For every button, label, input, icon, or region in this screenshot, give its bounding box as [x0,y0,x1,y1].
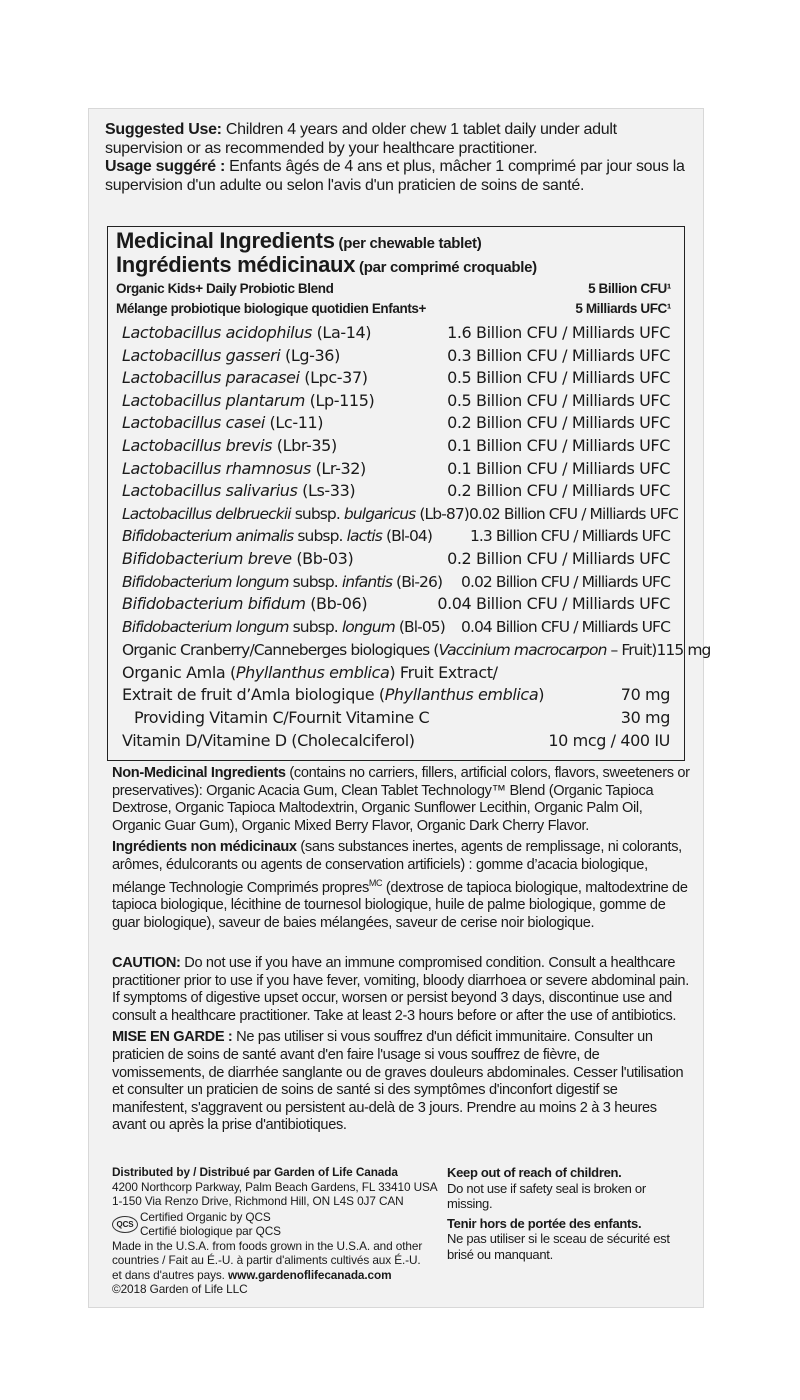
vitamin-c-row: Providing Vitamin C/Fournit Vitamine C 30 mg [134,708,670,727]
made-in-line-3: et dans d'autres pays. www.gardenoflifecanada.com [112,1267,392,1282]
distributor-block [112,1165,442,1297]
strain-amount: 0.04 Billion CFU / Milliards UFC [460,617,670,636]
qcs-logo-icon: QCS [112,1216,138,1233]
certification [112,1210,442,1239]
keep-out-en: Keep out of reach of children. [447,1165,622,1180]
strain-row: Lactobacillus casei (Lc-11) 0.2 Billion CFU / Milliards UFC [122,413,670,433]
strain-amount: 0.02 Billion CFU / Milliards UFC [460,572,670,591]
strain-amount: 0.2 Billion CFU / Milliards UFC [447,481,670,501]
certified-organic-fr: Certifié biologique par QCS [140,1224,281,1238]
strain-amount: 0.1 Billion CFU / Milliards UFC [447,436,670,455]
caution-fr: MISE EN GARDE : Ne pas utiliser si vous souffrez d'un déficit immunitaire. Consulter un praticien de soins de santé avant d'en faire l'usage si vous souffrez de fièvre, de vomissements, de diarrhée sanglante ou de graves douleurs abdominales. Cesser l'utilisation et consulter un praticien de soins de santé si des symptômes d'inconfort digestif se manifestent, s'aggravent ou persistent au-delà de 3 jours. Prendre au moins 2 à 3 heures avant ou après la prise d'antibiotiques. [112,1029,684,1134]
amla-row-en: Organic Amla (Phyllanthus emblica) Fruit Extract/ [122,663,498,682]
warnings-block [447,1165,692,1262]
medicinal-title-fr: Ingrédients médicinaux (par comprimé croquable) [116,252,537,277]
certified-organic-en: Certified Organic by QCS [140,1209,271,1224]
caution-en: CAUTION: Do not use if you have an immune compromised condition. Consult a healthcare practitioner prior to use if you have fever, vomiting, bloody diarrhoea or severe abdominal pain. If symptoms of digestive upset occur, worsen or persist beyond 3 days, discontinue use and consult a healthcare practitioner. Take at least 2-3 hours before or after the use of antibiotics. [112,955,689,1024]
distributed-by: Distributed by / Distribué par Garden of Life Canada [112,1165,398,1179]
suggested-use-section [105,121,695,195]
blend-row-fr: Mélange probiotique biologique quotidien Enfants+ 5 Milliards UFC¹ [116,301,671,316]
non-medicinal-fr: Ingrédients non médicinaux (sans substances inertes, agents de remplissage, ni colorants, arômes, édulcorants ou agents de conservation artificiels) : gomme d’acacia biologique, mélange Technologie Comprimés propres$^{MC}$ (dextrose de tapioca biologique, maltodextrine de tapioca biologique, lécithine de tournesol biologique, huile de palme biologique, gomme de guar biologique), saveur de baies mélangées, saveur de cerise noir biologique. [112,839,688,931]
strain-row: Bifidobacterium longum subsp. longum (Bl-05) 0.04 Billion CFU / Milliards UFC [122,617,670,636]
strain-row: Lactobacillus salivarius (Ls-33) 0.2 Billion CFU / Milliards UFC [122,481,670,501]
strain-amount: 0.02 Billion CFU / Milliards UFC [468,504,678,523]
strain-row: Lactobacillus rhamnosus (Lr-32) 0.1 Billion CFU / Milliards UFC [122,458,670,478]
strain-row: Bifidobacterium bifidum (Bb-06) 0.04 Billion CFU / Milliards UFC [122,594,670,614]
caution-section [112,955,690,1135]
vitamin-d-row: Vitamin D/Vitamine D (Cholecalciferol) 10 mcg / 400 IU [122,731,670,750]
strain-row: Lactobacillus delbrueckii subsp. bulgaricus (Lb-87) 0.02 Billion CFU / Milliards UFC [122,504,678,523]
strain-row: Lactobacillus plantarum (Lp-115) 0.5 Billion CFU / Milliards UFC [122,390,670,410]
strain-row: Lactobacillus gasseri (Lg-36) 0.3 Billion CFU / Milliards UFC [122,345,670,365]
blend-row-en: Organic Kids+ Daily Probiotic Blend 5 Billion CFU¹ [116,281,671,296]
strain-row: Bifidobacterium breve (Bb-03) 0.2 Billion CFU / Milliards UFC [122,549,670,568]
strain-amount: 0.2 Billion CFU / Milliards UFC [447,549,670,568]
seal-warning-fr: Ne pas utiliser si le sceau de sécurité est brisé ou manquant. [447,1231,670,1262]
suggested-use-fr: Usage suggéré : Enfants âgés de 4 ans et plus, mâcher 1 comprimé par jour sous la supervision d'un adulte ou selon l'avis d'un praticien de soins de santé. [105,158,685,194]
strain-row: Lactobacillus brevis (Lbr-35) 0.1 Billion CFU / Milliards UFC [122,436,670,455]
non-medicinal-en: Non-Medicinal Ingredients (contains no carriers, fillers, artificial colors, flavors, sweeteners or preservatives): Organic Acacia Gum, Clean Tablet Technology™ Blend (Organic Tapioca Dextrose, Organic Tapioca Maltodextrin, Organic Sunflower Lecithin, Organic Palm Oil, Organic Guar Gum), Organic Mixed Berry Flavor, Organic Dark Cherry Flavor. [112,765,690,834]
strain-row: Bifidobacterium animalis subsp. lactis (Bl-04) 1.3 Billion CFU / Milliards UFC [122,527,670,546]
strain-row: Bifidobacterium longum subsp. infantis (Bi-26) 0.02 Billion CFU / Milliards UFC [122,572,670,591]
strain-amount: 0.2 Billion CFU / Milliards UFC [447,413,670,433]
strain-amount: 0.3 Billion CFU / Milliards UFC [447,345,670,365]
strain-amount: 0.04 Billion CFU / Milliards UFC [437,594,670,614]
address-usa: 4200 Northcorp Parkway, Palm Beach Gardens, FL 33410 USA [112,1179,438,1194]
strain-amount: 1.6 Billion CFU / Milliards UFC [447,323,670,342]
medicinal-title-en: Medicinal Ingredients (per chewable tablet) [116,228,482,253]
strain-row: Lactobacillus acidophilus (La-14) 1.6 Billion CFU / Milliards UFC [122,323,670,342]
strain-amount: 1.3 Billion CFU / Milliards UFC [469,527,670,546]
strain-amount: 0.5 Billion CFU / Milliards UFC [447,390,670,410]
non-medicinal-section [112,765,690,932]
made-in-line-1: Made in the U.S.A. from foods grown in the U.S.A. and other [112,1238,423,1253]
keep-out-fr: Tenir hors de portée des enfants. [447,1215,642,1231]
address-canada: 1-150 Via Renzo Drive, Richmond Hill, ON L4S 0J7 CAN [112,1194,404,1208]
strain-amount: 0.5 Billion CFU / Milliards UFC [447,368,670,388]
strain-amount: 0.1 Billion CFU / Milliards UFC [447,458,670,478]
seal-warning-en: Do not use if safety seal is broken or missing. [447,1180,646,1211]
copyright: ©2018 Garden of Life LLC [112,1282,248,1296]
website-link[interactable]: www.gardenoflifecanada.com [228,1267,392,1282]
made-in-line-2: countries / Fait au É.-U. à partir d'aliments cultivés aux É.-U. [112,1253,421,1267]
amla-row-fr: Extrait de fruit d’Amla biologique (Phyllanthus emblica) 70 mg [122,685,670,704]
cranberry-row: Organic Cranberry/Canneberges biologiques (Vaccinium macrocarpon – Fruit) 115 mg [122,641,711,659]
suggested-use-en: Suggested Use: Children 4 years and older chew 1 tablet daily under adult supervision or as recommended by your healthcare practitioner. [105,121,617,157]
strain-row: Lactobacillus paracasei (Lpc-37) 0.5 Billion CFU / Milliards UFC [122,368,670,388]
